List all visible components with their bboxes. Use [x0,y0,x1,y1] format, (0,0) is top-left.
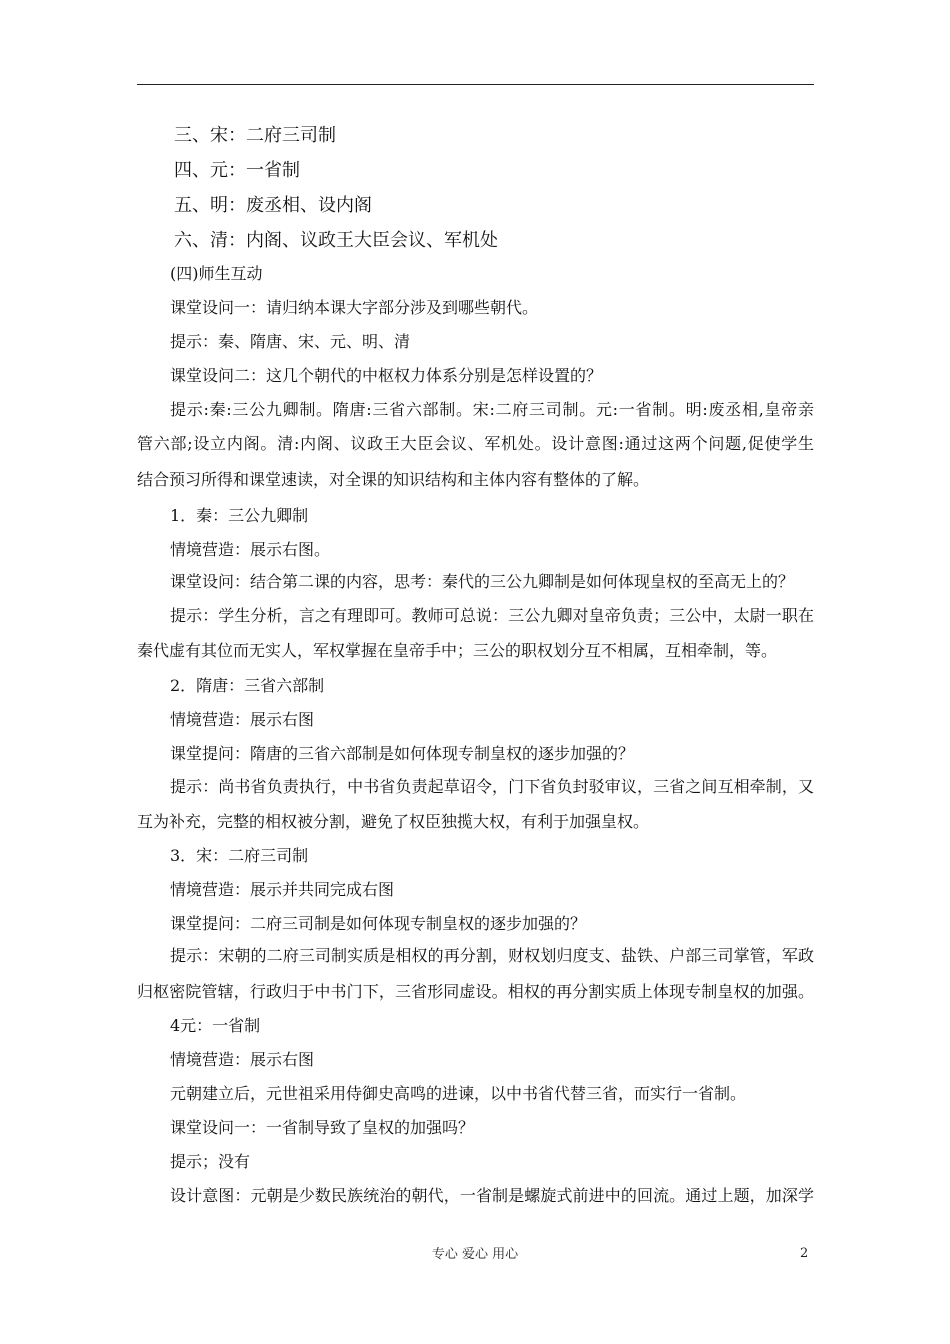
paragraph-line: 提示:秦:三公九卿制。隋唐:三省六部制。宋:二府三司制。元:一省制。明:废丞相,皇帝亲 [170,400,814,419]
subsection-heading: 2．隋唐：三省六部制 [170,676,325,695]
paragraph-line: 提示：宋朝的二府三司制实质是相权的再分割，财权划归度支、盐铁、户部三司掌管，军政 [170,946,814,965]
paragraph-line: 提示：学生分析，言之有理即可。教师可总说：三公九卿对皇帝负责；三公中，太尉一职在 [170,606,814,625]
paragraph-line: 元朝建立后，元世祖采用侍御史高鸣的进谏，以中书省代替三省，而实行一省制。 [170,1084,747,1103]
paragraph-line: 情境营造：展示右图。 [170,540,331,559]
paragraph-line: 归枢密院管辖，行政归于中书门下，三省形同虚设。相权的再分割实质上体现专制皇权的加强。 [137,982,814,1001]
outline-item: 三、宋：二府三司制 [174,125,336,146]
outline-item: 六、清：内阁、议政王大臣会议、军机处 [174,230,498,251]
paragraph-line: 课堂提问：二府三司制是如何体现专制皇权的逐步加强的？ [170,914,587,933]
paragraph-line: 情境营造：展示右图 [170,710,315,729]
paragraph-line: 互为补充，完整的相权被分割，避免了权臣独揽大权，有利于加强皇权。 [137,812,650,831]
header-rule [137,84,814,85]
paragraph-line: 提示：尚书省负责执行，中书省负责起草诏令，门下省负封驳审议，三省之间互相牵制，又 [170,777,814,796]
subsection-heading: 3．宋：二府三司制 [170,846,309,865]
paragraph-line: 情境营造：展示并共同完成右图 [170,880,395,899]
paragraph-line: 结合预习所得和课堂速读，对全课的知识结构和主体内容有整体的了解。 [137,470,650,489]
paragraph-line: 管六部;设立内阁。清:内阁、议政王大臣会议、军机处。设计意图:通过这两个问题,促使学生 [137,434,814,453]
paragraph-line: 设计意图：元朝是少数民族统治的朝代，一省制是螺旋式前进中的回流。通过上题，加深学 [170,1186,814,1205]
subsection-heading: 1．秦：三公九卿制 [170,506,309,525]
outline-item: 五、明：废丞相、设内阁 [174,195,372,216]
subsection-heading: 4元：一省制 [170,1016,261,1035]
paragraph-line: 提示：秦、隋唐、宋、元、明、清 [170,332,411,351]
outline-item: 四、元：一省制 [174,160,300,181]
paragraph-line: 课堂设问一：请归纳本课大字部分涉及到哪些朝代。 [170,298,539,317]
paragraph-line: 课堂设问：结合第二课的内容，思考：秦代的三公九卿制是如何体现皇权的至高无上的？ [170,572,795,591]
paragraph-line: 课堂设问二：这几个朝代的中枢权力体系分别是怎样设置的？ [170,366,603,385]
section-heading: (四)师生互动 [170,264,263,283]
paragraph-line: 情境营造：展示右图 [170,1050,315,1069]
paragraph-line: 课堂设问一：一省制导致了皇权的加强吗？ [170,1118,475,1137]
paragraph-line: 课堂提问：隋唐的三省六部制是如何体现专制皇权的逐步加强的？ [170,744,635,763]
page-footer: 专心 爱心 用心 [431,1247,519,1262]
paragraph-line: 秦代虚有其位而无实人，军权掌握在皇帝手中；三公的职权划分互不相属，互相牵制，等。 [137,641,778,660]
paragraph-line: 提示；没有 [170,1152,251,1171]
page-number: 2 [800,1246,809,1261]
